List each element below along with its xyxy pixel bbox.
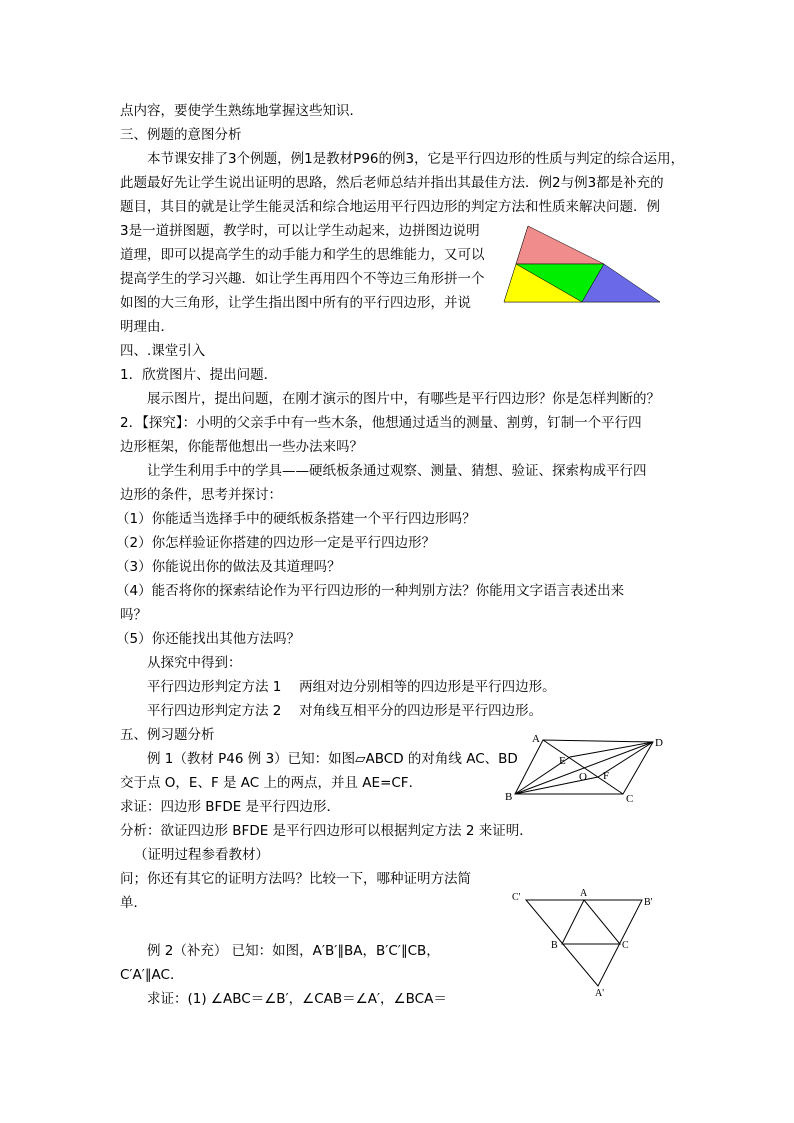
triangle-puzzle-figure [500, 222, 668, 308]
text-line: 求证：四边形 BFDE 是平行四边形． [120, 799, 341, 815]
label-C: C [626, 793, 634, 805]
text-line: 从探究中得到： [147, 655, 242, 671]
method-2: 平行四边形判定方法 2 对角线互相平分的四边形是平行四边形。 [147, 703, 543, 719]
text-line: 交于点 O，E、F 是 AC 上的两点，并且 AE=CF． [120, 775, 423, 791]
text-line: 1．欣赏图片、提出问题． [120, 367, 278, 383]
text-line: 题目，其目的就是让学生能灵活和综合地运用平行四边形的判定方法和性质来解决问题．例 [120, 199, 660, 215]
question-4: （4）能否将你的探索结论作为平行四边形的一种判别方法？你能用文字语言表述出来 [116, 583, 625, 599]
text-line: 如图的大三角形，让学生指出图中所有的平行四边形，并说 [120, 295, 471, 311]
text-line: 展示图片，提出问题，在刚才演示的图片中，有哪些是平行四边形？你是怎样判断的？ [147, 391, 660, 407]
label-A: A [580, 888, 588, 899]
nested-triangle-figure [512, 886, 662, 998]
section-heading: 五、例习题分析 [120, 727, 215, 743]
section-heading: 三、例题的意图分析 [120, 127, 242, 143]
label-D: D [655, 737, 663, 749]
text-line: 边形的条件，思考并探讨： [120, 487, 282, 503]
label-A-prime: A' [595, 988, 605, 998]
text-line: 明理由． [120, 319, 174, 335]
text-line: 让学生利用手中的学具——硬纸板条通过观察、测量、猜想、验证、探索构成平行四 [147, 463, 647, 479]
text-line: 道理，即可以提高学生的动手能力和学生的思维能力，又可以 [120, 247, 485, 263]
text-line: 问；你还有其它的证明方法吗？比较一下，哪种证明方法简 [120, 871, 471, 887]
question-5: （5）你还能找出其他方法吗？ [116, 631, 301, 647]
parallelogram-figure [505, 728, 675, 808]
text-line: 2．【探究】：小明的父亲手中有一些木条，他想通过适当的测量、割剪，钉制一个平行四 [120, 415, 642, 431]
label-C: C [622, 940, 629, 951]
label-C-prime: C' [512, 892, 521, 903]
text-line: 本节课安排了3个例题，例1是教材P96的例3，它是平行四边形的性质与判定的综合运用， [147, 151, 685, 167]
text-line: 3是一道拼图题，教学时，可以让学生动起来，边拼图边说明 [120, 223, 480, 239]
label-O: O [579, 771, 587, 783]
label-B: B [551, 940, 558, 951]
text-line: （证明过程参看教材） [134, 847, 269, 863]
question-2: （2）你怎样验证你搭建的四边形一定是平行四边形？ [116, 535, 436, 551]
question-1: （1）你能适当选择手中的硬纸板条搭建一个平行四边形吗？ [116, 511, 476, 527]
text-line: 例 1（教材 P46 例 3）已知：如图▱ABCD 的对角线 AC、BD [147, 751, 518, 767]
text-line: 点内容，要使学生熟练地掌握这些知识． [120, 103, 363, 119]
question-3: （3）你能说出你的做法及其道理吗？ [116, 559, 341, 575]
text-line: 此题最好先让学生说出证明的思路，然后老师总结并指出其最佳方法．例2与例3都是补充的 [120, 175, 664, 191]
text-line: 吗？ [120, 607, 147, 623]
text-line: 单． [120, 895, 147, 911]
text-line: 求证：(1) ∠ABC＝∠B′，∠CAB＝∠A′，∠BCA＝ [147, 991, 447, 1007]
label-E: E [559, 755, 566, 767]
text-line: 例 2（补充） 已知：如图，A′B′∥BA，B′C′∥CB， [147, 943, 440, 959]
text-line: 提高学生的学习兴趣．如让学生再用四个不等边三角形拼一个 [120, 271, 485, 287]
label-A: A [532, 733, 540, 745]
label-F: F [603, 770, 610, 782]
text-line: 分析：欲证四边形 BFDE 是平行四边形可以根据判定方法 2 来证明． [120, 823, 533, 839]
method-1: 平行四边形判定方法 1 两组对边分别相等的四边形是平行四边形。 [147, 679, 556, 695]
label-B-prime: B' [644, 897, 653, 908]
section-heading: 四、.课堂引入 [120, 343, 206, 359]
text-line: 边形框架，你能帮他想出一些办法来吗？ [120, 439, 363, 455]
text-line: C′A′∥AC． [120, 967, 184, 983]
label-B: B [505, 791, 513, 803]
top-piece [516, 226, 604, 264]
